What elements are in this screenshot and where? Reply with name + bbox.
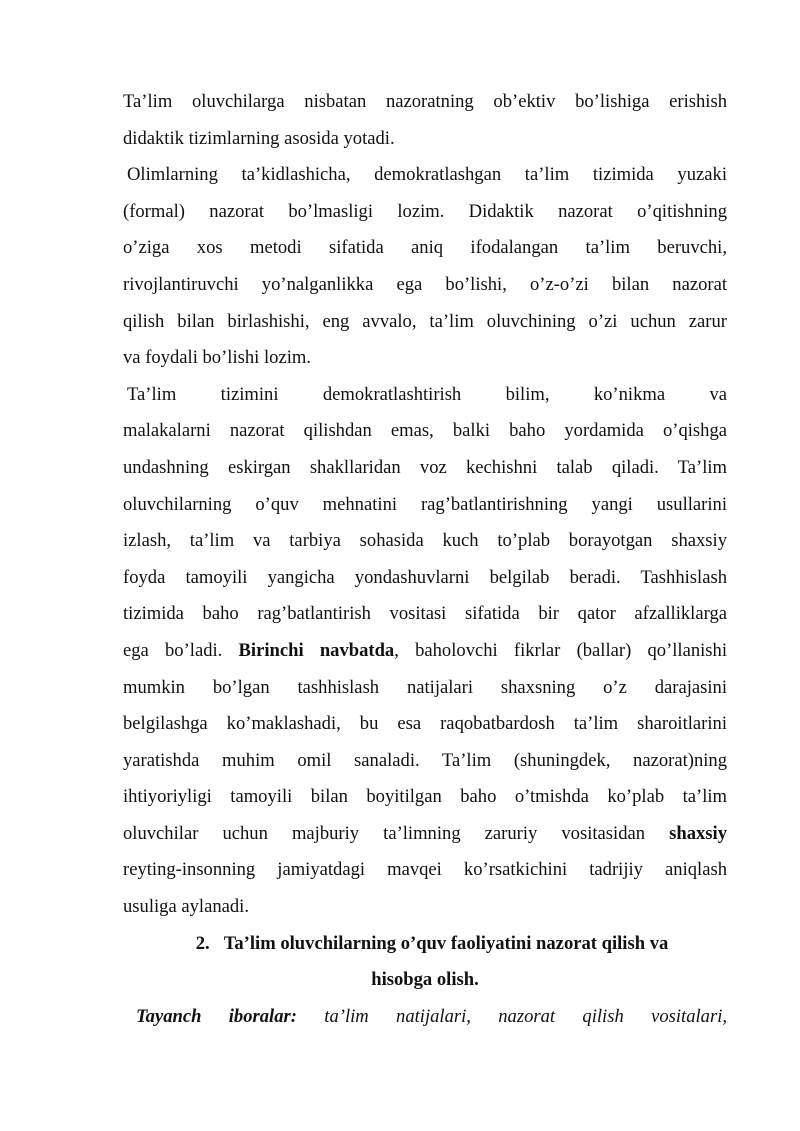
paragraph [123,84,727,157]
text-line: Ta’lim tizimini demokratlashtirish bilim, ko’nikma va [127,383,727,405]
text-line [123,816,727,853]
text-line: yaratishda muhim omil sanaladi. Ta’lim (shuningdek, nazorat)ning [123,749,727,771]
emphasis-text: Birinchi navbatda [238,639,395,661]
text-line: belgilashga ko’maklashadi, bu esa raqobatbardosh ta’lim sharoitlarini [123,713,727,735]
text-line: Ta’lim oluvchilarga nisbatan nazoratning ob’ektiv bo’lishiga erishish [123,91,727,112]
keywords-line [123,999,727,1036]
text-line: mumkin bo’lgan tashhislash natijalari shaxsning o’z darajasini [123,676,727,698]
text-line: reyting-insonning jamiyatdagi mavqei ko’rsatkichini tadrijiy aniqlash [123,859,727,881]
document-page [123,84,727,1035]
emphasis-text: shaxsiy [669,822,727,844]
heading-line: hisobga olish. [371,969,479,991]
keywords-text: ta’lim natijalari, nazorat qilish vositalari, [296,1005,728,1027]
paragraph [123,157,727,377]
text-run: , baholovchi fikrlar (ballar) qo’llanishi [394,639,728,661]
text-line: o’ziga xos metodi sifatida aniq ifodalangan ta’lim beruvchi, [123,237,727,259]
text-line: Olimlarning ta’kidlashicha, demokratlashgan ta’lim tizimida yuzaki [127,164,727,186]
text-line: oluvchilarning o’quv mehnatini rag’batlantirishning yangi usullarini [123,493,727,515]
heading-number: 2. [195,932,210,954]
paragraph [123,377,727,926]
text-run: ega bo’ladi. [123,639,239,661]
text-line [123,633,727,670]
text-line: ihtiyoriyligi tamoyili bilan boyitilgan baho o’tmishda ko’plab ta’lim [123,786,727,808]
heading-line [123,926,727,963]
text-line: va foydali bo’lishi lozim. [123,347,311,369]
keywords-label: Tayanch iboralar: [136,1005,297,1027]
text-line: izlash, ta’lim va tarbiya sohasida kuch to’plab borayotgan shaxsiy [123,530,727,552]
heading-text: Ta’lim oluvchilarning o’quv faoliyatini nazorat qilish va [223,932,669,954]
text-line: tizimida baho rag’batlantirish vositasi sifatida bir qator afzalliklarga [123,603,727,625]
text-line: rivojlantiruvchi yo’nalganlikka ega bo’lishi, o’z-o’zi bilan nazorat [123,273,727,295]
text-line: usuliga aylanadi. [123,896,249,918]
text-run: oluvchilar uchun majburiy ta’limning zaruriy vositasidan [123,822,670,844]
text-line: (formal) nazorat bo’lmasligi lozim. Didaktik nazorat o’qitishning [123,200,727,222]
section-heading [123,926,727,999]
text-line: qilish bilan birlashishi, eng avvalo, ta’lim oluvchining o’zi uchun zarur [123,310,727,332]
text-line: foyda tamoyili yangicha yondashuvlarni belgilab beradi. Tashhislash [123,566,727,588]
text-line: undashning eskirgan shakllaridan voz kechishni talab qiladi. Ta’lim [123,456,727,478]
text-line: didaktik tizimlarning asosida yotadi. [123,127,395,149]
text-line: malakalarni nazorat qilishdan emas, balki baho yordamida o’qishga [123,420,727,442]
